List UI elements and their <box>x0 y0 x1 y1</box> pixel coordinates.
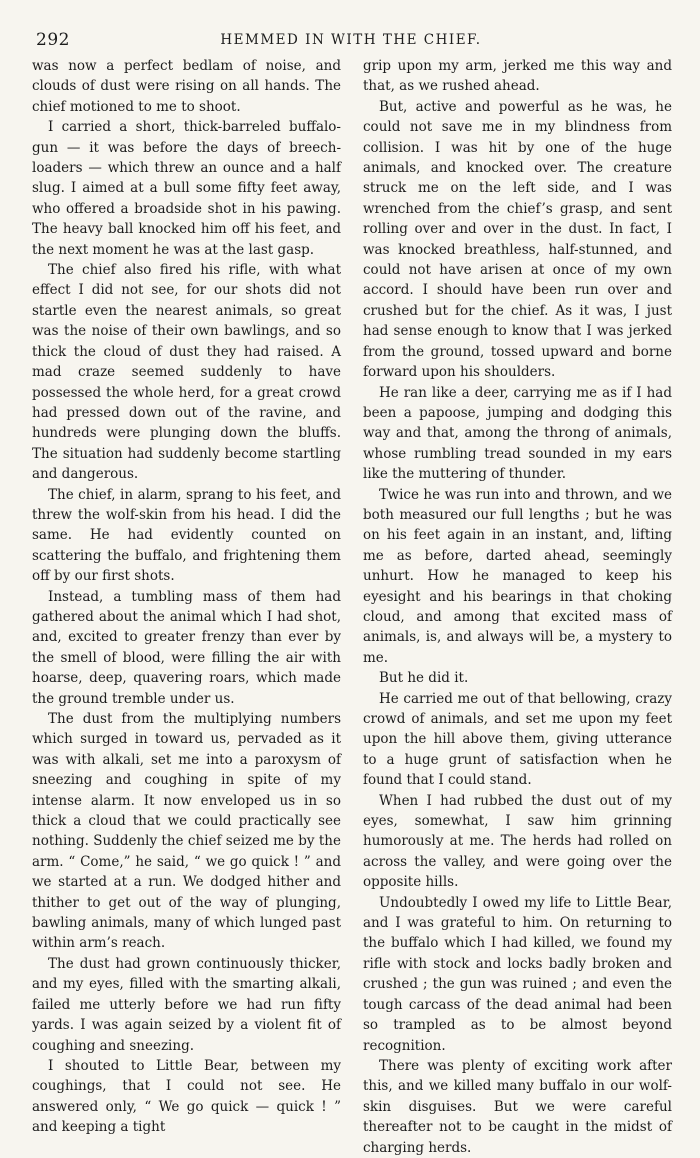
paragraph: was now a perfect bedlam of noise, and clouds of dust were rising on all hands. The chief motioned to me to shoot. <box>32 58 341 115</box>
paragraph: The chief also fired his rifle, with what effect I did not see, for our shots did not startle even the nearest animals, so great was the noise of their own bawlings, and so thick the cloud of dust they had raised. A mad craze seemed suddenly to have possessed the whole herd, for a great crowd had pressed down out of the ravine, and hundreds were plunging down the bluffs. The situation had suddenly become startling and dangerous. <box>32 262 341 483</box>
page-number: 292 <box>36 30 70 50</box>
paragraph: I carried a short, thick-barreled buffalo-gun — it was before the days of breech-loaders — which threw an ounce and a half slug. I aimed at a bull some fifty feet away, who offered a broadside shot in his pawing. The heavy ball knocked him off his feet, and the next moment he was at the last gasp. <box>32 119 341 258</box>
paragraph: grip upon my arm, jerked me this way and that, as we rushed ahead. <box>363 58 672 95</box>
page-header <box>36 30 666 52</box>
paragraph: He carried me out of that bellowing, crazy crowd of animals, and set me upon my feet upon the hill above them, giving utterance to a huge grunt of satisfaction when he found that I could stand. <box>363 690 672 789</box>
paragraph: There was plenty of exciting work after this, and we killed many buffalo in our wolf-skin disguises. But we were careful thereafter not to be caught in the midst of charging herds. <box>363 1057 672 1156</box>
paragraph: But he did it. <box>379 670 469 687</box>
paragraph: But, active and powerful as he was, he could not save me in my blindness from collision. I was hit by one of the huge animals, and knocked over. The creature struck me on the left side, and I was wrenched from the chief’s grasp, and sent rolling over and over in the dust. In fact, I was knocked breathless, half-stunned, and could not have arisen at once of my own accord. I should have been run over and crushed but for the chief. As it was, I just had sense enough to know that I was jerked from the ground, tossed upward and borne forward upon his shoulders. <box>363 98 672 381</box>
paragraph: I shouted to Little Bear, between my coughings, that I could not see. He answered only, “ We go quick — quick ! ” and keeping a tight <box>32 1057 341 1136</box>
paragraph: Undoubtedly I owed my life to Little Bear, and I was grateful to him. On returning to the buffalo which I had killed, we found my rifle with stock and locks badly broken and crushed ; the gun was ruined ; and even the tough carcass of the dead animal had been so trampled as to be almost beyond recognition. <box>363 894 672 1054</box>
paragraph: When I had rubbed the dust out of my eyes, somewhat, I saw him grinning humorously at me. The herds had rolled on across the valley, and were going over the opposite hills. <box>363 792 672 891</box>
paragraph: He ran like a deer, carrying me as if I had been a papoose, jumping and dodging this way and that, among the throng of animals, whose rumbling tread sounded in my ears like the muttering of thunder. <box>363 384 672 483</box>
right-column <box>363 56 672 1156</box>
paragraph: Twice he was run into and thrown, and we both measured our full lengths ; but he was on his feet again in an instant, and, lifting me as before, darted ahead, seemingly unhurt. How he managed to keep his eyesight and his bearings in that choking cloud, and among that excited mass of animals, is, and always will be, a mystery to me. <box>363 486 672 666</box>
paragraph: The dust had grown continuously thicker, and my eyes, filled with the smarting alkali, failed me utterly before we had run fifty yards. I was again seized by a violent fit of coughing and sneezing. <box>32 955 341 1054</box>
paragraph: Instead, a tumbling mass of them had gathered about the animal which I had shot, and, excited to greater frenzy than ever by the smell of blood, were filling the air with hoarse, deep, quavering roars, which made the ground tremble under us. <box>32 588 341 707</box>
paragraph: The chief, in alarm, sprang to his feet, and threw the wolf-skin from his head. I did the same. He had evidently counted on scattering the buffalo, and frightening them off by our first shots. <box>32 486 341 585</box>
left-column <box>32 56 341 1136</box>
running-title: HEMMED IN WITH THE CHIEF. <box>220 32 482 48</box>
paragraph: The dust from the multiplying numbers which surged in toward us, pervaded as it was with alkali, set me into a paroxysm of sneezing and coughing in spite of my intense alarm. It now enveloped us in so thick a cloud that we could practically see nothing. Suddenly the chief seized me by the arm. “ Come,” he said, “ we go quick ! ” and we started at a run. We dodged hither and thither to get out of the way of plunging, bawling animals, many of which lunged past within arm’s reach. <box>32 711 341 952</box>
